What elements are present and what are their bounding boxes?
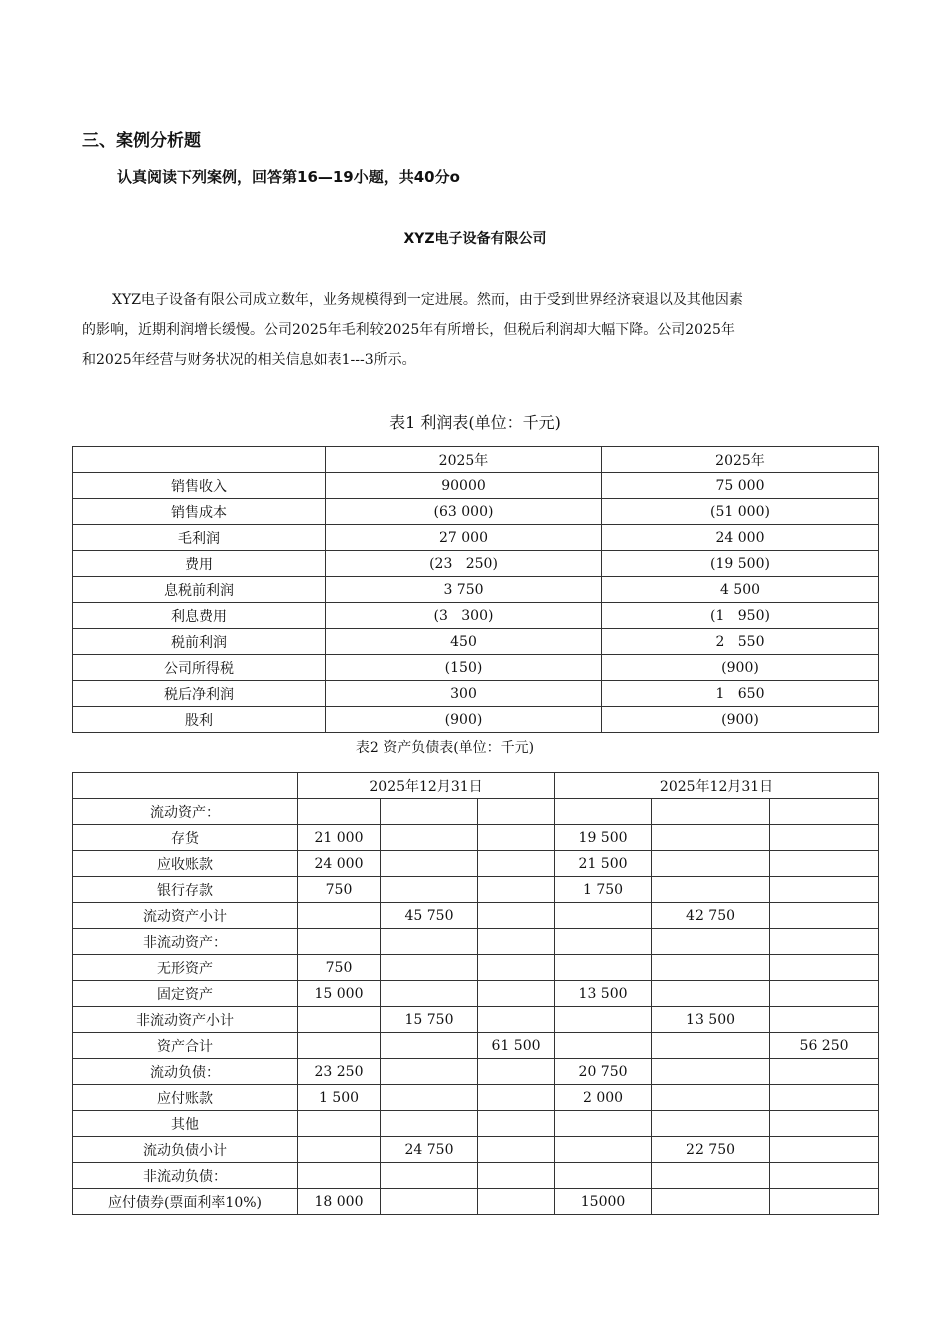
table-cell — [381, 1189, 478, 1215]
row-label: 银行存款 — [73, 877, 298, 903]
table-cell — [478, 851, 555, 877]
table-cell — [770, 1085, 879, 1111]
table-cell — [381, 825, 478, 851]
table-cell — [770, 877, 879, 903]
table-cell — [555, 1137, 652, 1163]
table-cell: (19 500) — [602, 551, 879, 577]
table-cell — [555, 955, 652, 981]
header-cell — [73, 773, 298, 799]
row-label: 非流动资产： — [73, 929, 298, 955]
table-row — [73, 603, 879, 629]
table-cell — [652, 1189, 770, 1215]
table-cell: 90000 — [326, 473, 602, 499]
table-cell — [555, 1163, 652, 1189]
table-cell: (900) — [602, 655, 879, 681]
table-cell — [770, 1007, 879, 1033]
table-cell: 24 000 — [602, 525, 879, 551]
table-cell: 21 500 — [555, 851, 652, 877]
balance-sheet-table — [72, 772, 879, 1215]
table-cell — [478, 981, 555, 1007]
table-cell — [555, 799, 652, 825]
row-label: 资产合计 — [73, 1033, 298, 1059]
table-cell: (3 300) — [326, 603, 602, 629]
table-cell: 300 — [326, 681, 602, 707]
table-cell — [652, 1111, 770, 1137]
table-cell — [555, 903, 652, 929]
row-label: 销售成本 — [73, 499, 326, 525]
row-label: 流动资产： — [73, 799, 298, 825]
table-cell: 24 750 — [381, 1137, 478, 1163]
row-label: 非流动资产小计 — [73, 1007, 298, 1033]
table-cell — [652, 799, 770, 825]
table-cell — [478, 929, 555, 955]
table-cell — [381, 1033, 478, 1059]
table-row — [73, 981, 879, 1007]
table-cell: 22 750 — [652, 1137, 770, 1163]
table-cell: 20 750 — [555, 1059, 652, 1085]
table-cell: 23 250 — [298, 1059, 381, 1085]
table-cell — [555, 1033, 652, 1059]
case-title: XYZ电子设备有限公司 — [403, 231, 547, 247]
table-cell: 1 750 — [555, 877, 652, 903]
table-cell — [381, 955, 478, 981]
table-cell — [770, 1163, 879, 1189]
table-cell — [652, 1059, 770, 1085]
table-cell — [381, 929, 478, 955]
table-header-row — [73, 773, 879, 799]
row-label: 息税前利润 — [73, 577, 326, 603]
table-cell: 56 250 — [770, 1033, 879, 1059]
table-cell: 1 500 — [298, 1085, 381, 1111]
table-row — [73, 525, 879, 551]
table-cell — [770, 1189, 879, 1215]
table-cell: 27 000 — [326, 525, 602, 551]
table-cell — [298, 1163, 381, 1189]
table-cell — [298, 799, 381, 825]
row-label: 其他 — [73, 1111, 298, 1137]
row-label: 税前利润 — [73, 629, 326, 655]
table-cell: (150) — [326, 655, 602, 681]
row-label: 费用 — [73, 551, 326, 577]
table2-caption: 表2 资产负债表(单位：千元) — [355, 740, 535, 756]
table-cell — [555, 929, 652, 955]
table-row — [73, 707, 879, 733]
table-cell — [298, 1033, 381, 1059]
row-label: 应付债券(票面利率10%) — [73, 1189, 298, 1215]
table-cell: 19 500 — [555, 825, 652, 851]
table-cell — [770, 1137, 879, 1163]
table-row — [73, 577, 879, 603]
table-cell: 75 000 — [602, 473, 879, 499]
table-cell: (63 000) — [326, 499, 602, 525]
table-cell — [381, 1111, 478, 1137]
table-cell — [478, 903, 555, 929]
table-cell — [770, 981, 879, 1007]
table-cell: 18 000 — [298, 1189, 381, 1215]
table-row — [73, 1007, 879, 1033]
table-cell: 15000 — [555, 1189, 652, 1215]
table-cell — [478, 1163, 555, 1189]
paragraph-line: XYZ电子设备有限公司成立数年，业务规模得到一定进展。然而，由于受到世界经济衰退以及其他因素 — [112, 292, 743, 308]
table-row — [73, 681, 879, 707]
table-cell — [381, 1059, 478, 1085]
table-cell — [298, 1111, 381, 1137]
table-cell — [478, 825, 555, 851]
row-label: 无形资产 — [73, 955, 298, 981]
table-row — [73, 955, 879, 981]
row-label: 毛利润 — [73, 525, 326, 551]
table-cell — [770, 929, 879, 955]
row-label: 税后净利润 — [73, 681, 326, 707]
table-cell: (900) — [602, 707, 879, 733]
table-cell — [652, 851, 770, 877]
table-cell — [770, 955, 879, 981]
table-row — [73, 1059, 879, 1085]
table-cell — [478, 1085, 555, 1111]
header-cell: 2025年12月31日 — [555, 773, 879, 799]
table-cell — [770, 799, 879, 825]
table-cell — [381, 877, 478, 903]
instruction-text: 认真阅读下列案例，回答第16—19小题，共40分o — [117, 168, 460, 186]
header-cell: 2025年12月31日 — [298, 773, 555, 799]
table-cell — [652, 1033, 770, 1059]
table-row — [73, 903, 879, 929]
table-cell — [381, 799, 478, 825]
table-cell — [770, 903, 879, 929]
table-cell — [770, 851, 879, 877]
table-cell: (1 950) — [602, 603, 879, 629]
table-cell: (900) — [326, 707, 602, 733]
table-cell — [652, 981, 770, 1007]
header-cell — [73, 447, 326, 473]
row-label: 利息费用 — [73, 603, 326, 629]
table-cell — [478, 1111, 555, 1137]
case-paragraph — [82, 285, 877, 375]
table-cell: 13 500 — [555, 981, 652, 1007]
table-cell — [652, 929, 770, 955]
header-cell: 2025年 — [602, 447, 879, 473]
table-cell — [478, 1007, 555, 1033]
table-cell — [381, 851, 478, 877]
table-row — [73, 1137, 879, 1163]
table-row — [73, 551, 879, 577]
row-label: 应收账款 — [73, 851, 298, 877]
table-cell: (51 000) — [602, 499, 879, 525]
table-cell — [478, 799, 555, 825]
table-row — [73, 825, 879, 851]
row-label: 非流动负债： — [73, 1163, 298, 1189]
table-cell — [478, 1189, 555, 1215]
table-cell — [381, 1085, 478, 1111]
table-cell — [652, 1085, 770, 1111]
table-cell — [652, 877, 770, 903]
table-row — [73, 1163, 879, 1189]
row-label: 存货 — [73, 825, 298, 851]
table-cell: 2 550 — [602, 629, 879, 655]
table-row — [73, 929, 879, 955]
table-cell: 750 — [298, 877, 381, 903]
row-label: 流动负债： — [73, 1059, 298, 1085]
table-row — [73, 851, 879, 877]
table-row — [73, 629, 879, 655]
table-cell — [652, 1163, 770, 1189]
table-cell: 42 750 — [652, 903, 770, 929]
table-cell — [478, 955, 555, 981]
table-cell — [298, 1007, 381, 1033]
row-label: 固定资产 — [73, 981, 298, 1007]
table-row — [73, 799, 879, 825]
paragraph-line: 的影响，近期利润增长缓慢。公司2025年毛利较2025年有所增长，但税后利润却大幅下降。公司2025年 — [82, 322, 735, 338]
table-cell: (23 250) — [326, 551, 602, 577]
table-cell — [478, 1059, 555, 1085]
table-cell: 21 000 — [298, 825, 381, 851]
table-header-row — [73, 447, 879, 473]
table-row — [73, 473, 879, 499]
row-label: 股利 — [73, 707, 326, 733]
row-label: 流动资产小计 — [73, 903, 298, 929]
row-label: 应付账款 — [73, 1085, 298, 1111]
income-statement-table — [72, 446, 879, 733]
table-cell — [478, 877, 555, 903]
table-cell — [555, 1007, 652, 1033]
section-heading: 三、案例分析题 — [82, 131, 201, 151]
row-label: 公司所得税 — [73, 655, 326, 681]
table-cell: 450 — [326, 629, 602, 655]
table-cell: 4 500 — [602, 577, 879, 603]
row-label: 流动负债小计 — [73, 1137, 298, 1163]
table-cell: 24 000 — [298, 851, 381, 877]
table-cell — [652, 955, 770, 981]
paragraph-line: 和2025年经营与财务状况的相关信息如表1---3所示。 — [82, 352, 416, 368]
table-cell: 15 750 — [381, 1007, 478, 1033]
table-cell — [381, 981, 478, 1007]
table-cell — [478, 1137, 555, 1163]
table-cell: 1 650 — [602, 681, 879, 707]
table-cell: 45 750 — [381, 903, 478, 929]
table-cell — [770, 1111, 879, 1137]
table-cell — [381, 1163, 478, 1189]
header-cell: 2025年 — [326, 447, 602, 473]
table-row — [73, 655, 879, 681]
table-cell — [770, 825, 879, 851]
table-cell — [298, 1137, 381, 1163]
table-row — [73, 1033, 879, 1059]
table-cell: 750 — [298, 955, 381, 981]
table-cell: 13 500 — [652, 1007, 770, 1033]
table-row — [73, 877, 879, 903]
table-cell: 15 000 — [298, 981, 381, 1007]
table-cell — [555, 1111, 652, 1137]
table-cell — [652, 825, 770, 851]
table-row — [73, 1189, 879, 1215]
table-cell — [298, 903, 381, 929]
table-row — [73, 1085, 879, 1111]
table-cell: 61 500 — [478, 1033, 555, 1059]
table-row — [73, 1111, 879, 1137]
row-label: 销售收入 — [73, 473, 326, 499]
table-cell — [298, 929, 381, 955]
table1-caption: 表1 利润表(单位：千元) — [389, 413, 561, 432]
table-cell — [770, 1059, 879, 1085]
table-cell: 2 000 — [555, 1085, 652, 1111]
table-cell: 3 750 — [326, 577, 602, 603]
table-row — [73, 499, 879, 525]
